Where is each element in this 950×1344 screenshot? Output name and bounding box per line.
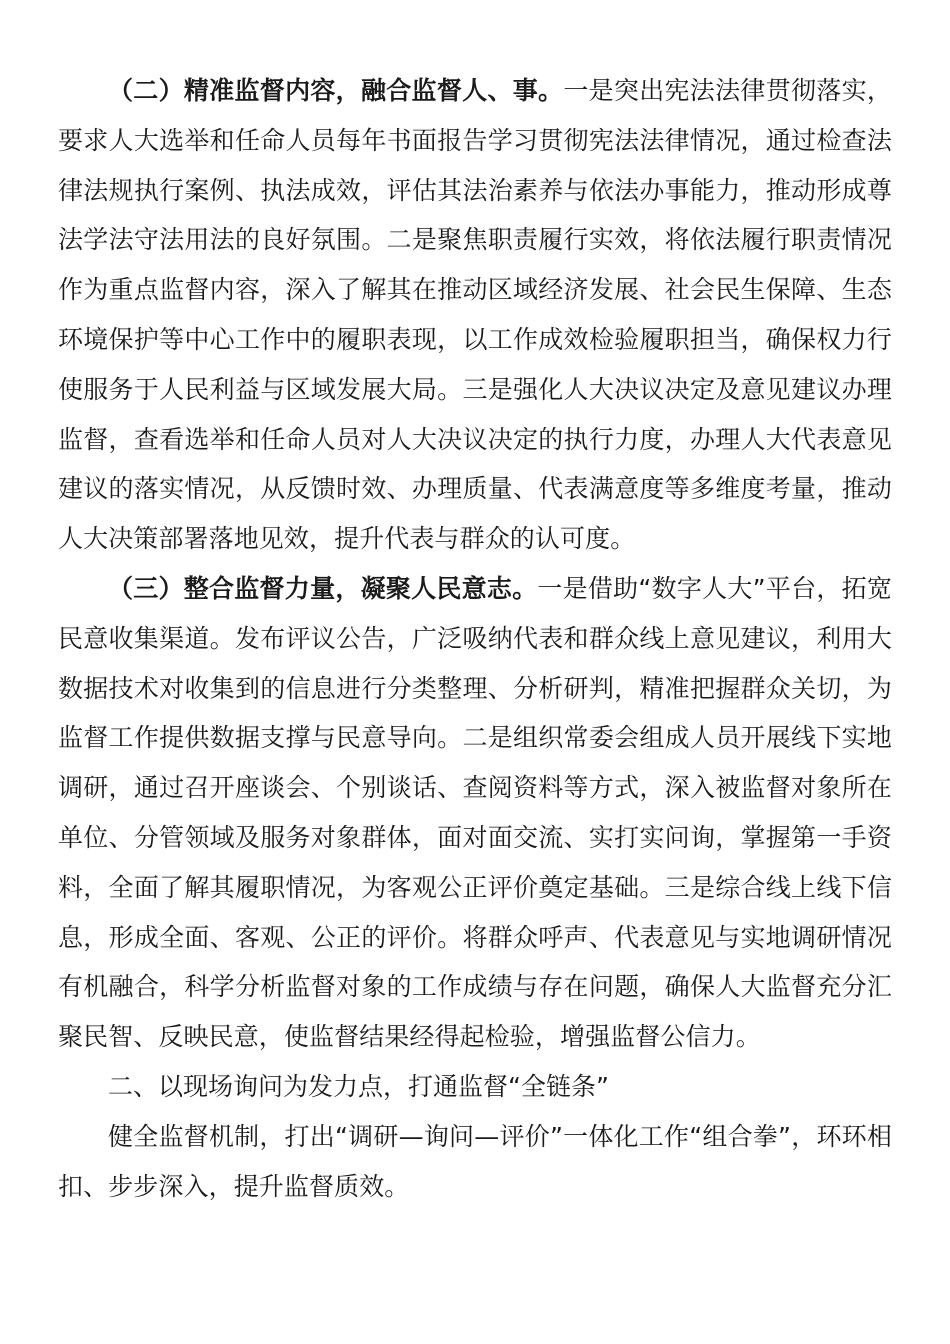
document-page [58, 66, 892, 1211]
section-2-body: 一是突出宪法法律贯彻落实，要求人大选举和任命人员每年书面报告学习贯彻宪法法律情况，通过检查法律法规执行案例、执法成效，评估其法治素养与依法办事能力，推动形成尊法学法守法用法的良好氛围。二是聚焦职责履行实效，将依法履行职责情况作为重点监督内容，深入了解其在推动区域经济发展、社会民生保障、生态环境保护等中心工作中的履职表现，以工作成效检验履职担当，确保权力行使服务于人民利益与区域发展大局。三是强化人大决议决定及意见建议办理监督，查看选举和任命人员对人大决议决定的执行力度，办理人大代表意见建议的落实情况，从反馈时效、办理质量、代表满意度等多维度考量，推动人大决策部署落地见效，提升代表与群众的认可度。 [58, 76, 892, 554]
section-3-body: 一是借助“数字人大”平台，拓宽民意收集渠道。发布评议公告，广泛吸纳代表和群众线上意见建议，利用大数据技术对收集到的信息进行分类整理、分析研判，精准把握群众关切，为监督工作提供数据支撑与民意导向。二是组织常委会组成人员开展线下实地调研，通过召开座谈会、个别谈话、查阅资料等方式，深入被监督对象所在单位、分管领域及服务对象群体，面对面交流、实打实问询，掌握第一手资料，全面了解其履职情况，为客观公正评价奠定基础。三是综合线上线下信息，形成全面、客观、公正的评价。将群众呼声、代表意见与实地调研情况有机融合，科学分析监督对象的工作成绩与存在问题，确保人大监督充分汇聚民智、反映民意，使监督结果经得起检验，增强监督公信力。 [58, 573, 893, 1052]
chapter-2-intro: 健全监督机制，打出“调研—询问—评价”一体化工作“组合拳”，环环相扣、步步深入，提升监督质效。 [58, 1121, 892, 1201]
section-3-lead: （三）整合监督力量，凝聚人民意志。 [108, 573, 538, 603]
paragraph-section-3 [58, 564, 892, 1062]
chapter-heading-2: 二、以现场询问为发力点，打通监督“全链条” [108, 1071, 609, 1101]
section-2-lead: （二）精准监督内容，融合监督人、事。 [108, 76, 564, 105]
paragraph-section-2 [58, 66, 892, 564]
